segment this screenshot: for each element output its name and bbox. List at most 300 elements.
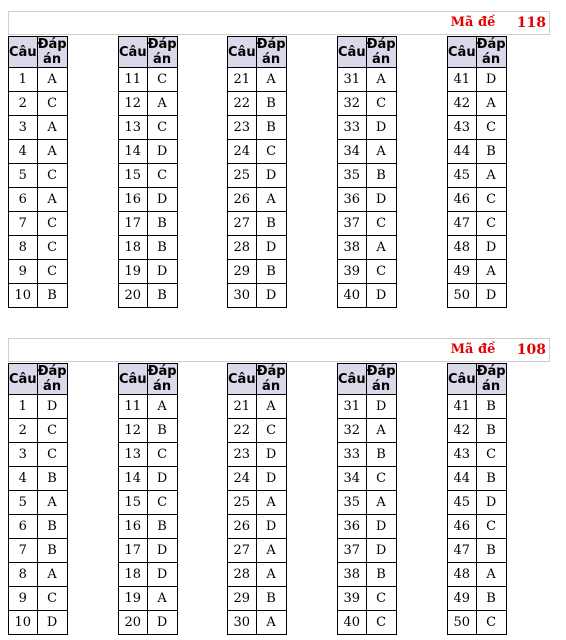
question-number: 10 bbox=[9, 611, 38, 635]
answer-letter: B bbox=[256, 92, 286, 116]
question-number: 31 bbox=[338, 395, 367, 419]
question-number: 41 bbox=[448, 68, 477, 92]
column-header-question: Câu bbox=[448, 364, 477, 395]
question-number: 28 bbox=[228, 563, 257, 587]
answer-row bbox=[119, 491, 178, 515]
answer-letter: C bbox=[476, 116, 506, 140]
answer-row bbox=[228, 491, 287, 515]
answer-letter: B bbox=[476, 587, 506, 611]
question-number: 40 bbox=[338, 611, 367, 635]
question-number: 37 bbox=[338, 539, 367, 563]
answer-block-5 bbox=[447, 36, 507, 308]
question-number: 33 bbox=[338, 116, 367, 140]
answer-row bbox=[119, 164, 178, 188]
question-number: 21 bbox=[228, 395, 257, 419]
answer-letter: C bbox=[37, 164, 67, 188]
answer-row bbox=[228, 92, 287, 116]
answer-letter: C bbox=[366, 260, 396, 284]
answer-letter: A bbox=[256, 188, 286, 212]
answer-row bbox=[9, 92, 68, 116]
answer-row bbox=[228, 395, 287, 419]
answer-letter: D bbox=[366, 284, 396, 308]
answer-letter: C bbox=[256, 140, 286, 164]
answer-letter: A bbox=[256, 611, 286, 635]
answer-letter: B bbox=[37, 539, 67, 563]
answer-row bbox=[119, 284, 178, 308]
answer-row bbox=[338, 515, 397, 539]
question-number: 50 bbox=[448, 611, 477, 635]
answer-row bbox=[9, 284, 68, 308]
answer-letter: D bbox=[366, 515, 396, 539]
column-header-answer: Đáp án bbox=[256, 364, 286, 394]
answer-row bbox=[338, 443, 397, 467]
question-number: 34 bbox=[338, 140, 367, 164]
answer-row bbox=[448, 515, 507, 539]
answer-row bbox=[448, 611, 507, 635]
answer-letter: B bbox=[37, 284, 67, 308]
answer-letter: C bbox=[37, 212, 67, 236]
question-number: 2 bbox=[9, 92, 38, 116]
question-number: 46 bbox=[448, 188, 477, 212]
answer-row bbox=[9, 563, 68, 587]
question-number: 36 bbox=[338, 515, 367, 539]
answer-row bbox=[9, 164, 68, 188]
answer-row bbox=[448, 491, 507, 515]
column-header-question: Câu bbox=[9, 364, 38, 395]
answer-letter: A bbox=[37, 68, 67, 92]
question-number: 36 bbox=[338, 188, 367, 212]
answer-letter: C bbox=[147, 443, 177, 467]
answer-row bbox=[338, 116, 397, 140]
answer-row bbox=[448, 284, 507, 308]
question-number: 3 bbox=[9, 116, 38, 140]
answer-row bbox=[119, 563, 178, 587]
question-number: 39 bbox=[338, 587, 367, 611]
question-number: 35 bbox=[338, 491, 367, 515]
answer-block-3 bbox=[227, 36, 287, 308]
answer-letter: B bbox=[366, 563, 396, 587]
column-header-question: Câu bbox=[119, 37, 148, 68]
answer-row bbox=[338, 491, 397, 515]
question-number: 11 bbox=[119, 68, 148, 92]
answer-row bbox=[9, 395, 68, 419]
answer-letter: D bbox=[366, 188, 396, 212]
answer-letter: B bbox=[147, 212, 177, 236]
question-number: 5 bbox=[9, 164, 38, 188]
answer-letter: C bbox=[476, 611, 506, 635]
answer-row bbox=[119, 467, 178, 491]
question-number: 17 bbox=[119, 212, 148, 236]
answer-row bbox=[448, 419, 507, 443]
question-number: 37 bbox=[338, 212, 367, 236]
answer-row bbox=[9, 515, 68, 539]
question-number: 18 bbox=[119, 563, 148, 587]
answer-letter: A bbox=[366, 68, 396, 92]
answer-row bbox=[9, 236, 68, 260]
answer-row bbox=[9, 260, 68, 284]
answer-letter: A bbox=[476, 92, 506, 116]
answer-letter: A bbox=[256, 491, 286, 515]
exam-code-value: 118 bbox=[516, 15, 546, 31]
answer-row bbox=[448, 68, 507, 92]
answer-letter: A bbox=[37, 188, 67, 212]
question-number: 30 bbox=[228, 284, 257, 308]
answer-row bbox=[228, 419, 287, 443]
answer-row bbox=[9, 212, 68, 236]
answer-letter: B bbox=[366, 443, 396, 467]
answer-letter: C bbox=[476, 188, 506, 212]
question-number: 25 bbox=[228, 491, 257, 515]
question-number: 31 bbox=[338, 68, 367, 92]
column-header-answer: Đáp án bbox=[147, 37, 177, 67]
answer-letter: C bbox=[37, 587, 67, 611]
answer-letter: B bbox=[256, 587, 286, 611]
answer-row bbox=[448, 443, 507, 467]
answer-row bbox=[119, 443, 178, 467]
answer-letter: B bbox=[366, 164, 396, 188]
answer-letter: A bbox=[476, 164, 506, 188]
answer-letter: D bbox=[366, 116, 396, 140]
answer-row bbox=[338, 68, 397, 92]
question-number: 20 bbox=[119, 611, 148, 635]
question-number: 12 bbox=[119, 92, 148, 116]
question-number: 30 bbox=[228, 611, 257, 635]
answer-row bbox=[9, 419, 68, 443]
question-number: 40 bbox=[338, 284, 367, 308]
answer-letter: A bbox=[147, 92, 177, 116]
question-number: 13 bbox=[119, 116, 148, 140]
answer-row bbox=[228, 563, 287, 587]
answer-row bbox=[448, 467, 507, 491]
answer-row bbox=[228, 212, 287, 236]
answer-row bbox=[448, 260, 507, 284]
answer-row bbox=[338, 236, 397, 260]
answer-letter: C bbox=[366, 611, 396, 635]
answer-row bbox=[338, 587, 397, 611]
question-number: 45 bbox=[448, 164, 477, 188]
question-number: 34 bbox=[338, 467, 367, 491]
answer-letter: D bbox=[256, 164, 286, 188]
question-number: 7 bbox=[9, 539, 38, 563]
column-header-question: Câu bbox=[338, 364, 367, 395]
answer-row bbox=[9, 443, 68, 467]
question-number: 26 bbox=[228, 515, 257, 539]
question-number: 28 bbox=[228, 236, 257, 260]
question-number: 48 bbox=[448, 563, 477, 587]
answer-letter: D bbox=[476, 491, 506, 515]
question-number: 19 bbox=[119, 260, 148, 284]
answer-row bbox=[228, 284, 287, 308]
answer-letter: A bbox=[256, 539, 286, 563]
answer-row bbox=[9, 140, 68, 164]
answer-letter: A bbox=[37, 140, 67, 164]
answer-letter: C bbox=[147, 116, 177, 140]
answer-letter: C bbox=[37, 92, 67, 116]
question-number: 49 bbox=[448, 587, 477, 611]
answer-letter: C bbox=[476, 443, 506, 467]
answer-row bbox=[119, 68, 178, 92]
answer-row bbox=[119, 236, 178, 260]
question-number: 19 bbox=[119, 587, 148, 611]
question-number: 50 bbox=[448, 284, 477, 308]
answer-letter: D bbox=[147, 467, 177, 491]
answer-letter: A bbox=[366, 140, 396, 164]
answer-letter: D bbox=[476, 68, 506, 92]
question-number: 45 bbox=[448, 491, 477, 515]
answer-block-2 bbox=[118, 36, 178, 308]
question-number: 44 bbox=[448, 140, 477, 164]
answer-letter: D bbox=[256, 236, 286, 260]
question-number: 27 bbox=[228, 212, 257, 236]
answer-row bbox=[119, 260, 178, 284]
column-header-question: Câu bbox=[338, 37, 367, 68]
question-number: 46 bbox=[448, 515, 477, 539]
question-number: 3 bbox=[9, 443, 38, 467]
question-number: 13 bbox=[119, 443, 148, 467]
answer-letter: B bbox=[147, 419, 177, 443]
question-number: 27 bbox=[228, 539, 257, 563]
question-number: 23 bbox=[228, 116, 257, 140]
question-number: 1 bbox=[9, 395, 38, 419]
question-number: 48 bbox=[448, 236, 477, 260]
column-header-answer: Đáp án bbox=[37, 37, 67, 67]
question-number: 33 bbox=[338, 443, 367, 467]
answer-row bbox=[9, 116, 68, 140]
question-number: 42 bbox=[448, 92, 477, 116]
answer-block-4 bbox=[337, 363, 397, 635]
question-number: 38 bbox=[338, 563, 367, 587]
answer-row bbox=[338, 284, 397, 308]
answer-row bbox=[9, 467, 68, 491]
question-number: 32 bbox=[338, 92, 367, 116]
answer-row bbox=[448, 395, 507, 419]
answer-row bbox=[228, 68, 287, 92]
answer-row bbox=[338, 539, 397, 563]
answer-row bbox=[9, 539, 68, 563]
answer-row bbox=[448, 236, 507, 260]
answer-row bbox=[9, 587, 68, 611]
question-number: 16 bbox=[119, 515, 148, 539]
answer-row bbox=[448, 212, 507, 236]
question-number: 9 bbox=[9, 587, 38, 611]
column-header-answer: Đáp án bbox=[256, 37, 286, 67]
answer-row bbox=[338, 212, 397, 236]
answer-row bbox=[338, 563, 397, 587]
question-number: 4 bbox=[9, 140, 38, 164]
answer-letter: C bbox=[476, 212, 506, 236]
question-number: 39 bbox=[338, 260, 367, 284]
answer-letter: B bbox=[256, 116, 286, 140]
column-header-answer: Đáp án bbox=[37, 364, 67, 394]
answer-letter: A bbox=[256, 68, 286, 92]
answer-letter: B bbox=[147, 284, 177, 308]
column-header-question: Câu bbox=[119, 364, 148, 395]
answer-row bbox=[228, 611, 287, 635]
question-number: 16 bbox=[119, 188, 148, 212]
answer-row bbox=[228, 236, 287, 260]
answer-letter: D bbox=[147, 260, 177, 284]
question-number: 14 bbox=[119, 467, 148, 491]
question-number: 6 bbox=[9, 515, 38, 539]
question-number: 22 bbox=[228, 419, 257, 443]
answer-block-5 bbox=[447, 363, 507, 635]
answer-row bbox=[448, 563, 507, 587]
question-number: 25 bbox=[228, 164, 257, 188]
question-number: 22 bbox=[228, 92, 257, 116]
answer-letter: D bbox=[366, 539, 396, 563]
answer-row bbox=[119, 188, 178, 212]
answer-letter: B bbox=[147, 236, 177, 260]
answer-letter: B bbox=[256, 212, 286, 236]
answer-row bbox=[119, 419, 178, 443]
question-number: 9 bbox=[9, 260, 38, 284]
question-number: 10 bbox=[9, 284, 38, 308]
column-header-answer: Đáp án bbox=[476, 364, 506, 394]
answer-row bbox=[338, 395, 397, 419]
answer-block-4 bbox=[337, 36, 397, 308]
answer-row bbox=[119, 395, 178, 419]
answer-letter: D bbox=[256, 443, 286, 467]
question-number: 32 bbox=[338, 419, 367, 443]
answer-letter: A bbox=[366, 491, 396, 515]
answer-letter: A bbox=[147, 587, 177, 611]
exam-code-value: 108 bbox=[516, 342, 546, 358]
answer-row bbox=[338, 164, 397, 188]
answer-letter: B bbox=[37, 515, 67, 539]
answer-letter: D bbox=[147, 563, 177, 587]
answer-letter: A bbox=[366, 419, 396, 443]
answer-letter: D bbox=[256, 284, 286, 308]
answer-letter: C bbox=[37, 260, 67, 284]
column-header-answer: Đáp án bbox=[147, 364, 177, 394]
answer-row bbox=[338, 611, 397, 635]
answer-row bbox=[228, 188, 287, 212]
answer-row bbox=[228, 260, 287, 284]
answer-row bbox=[448, 116, 507, 140]
answer-letter: C bbox=[476, 515, 506, 539]
answer-letter: B bbox=[256, 260, 286, 284]
question-number: 8 bbox=[9, 563, 38, 587]
answer-letter: D bbox=[476, 236, 506, 260]
answer-letter: B bbox=[476, 467, 506, 491]
question-number: 17 bbox=[119, 539, 148, 563]
question-number: 8 bbox=[9, 236, 38, 260]
question-number: 29 bbox=[228, 587, 257, 611]
answer-row bbox=[448, 140, 507, 164]
answer-letter: B bbox=[476, 539, 506, 563]
column-header-question: Câu bbox=[228, 37, 257, 68]
answer-letter: C bbox=[147, 164, 177, 188]
answer-row bbox=[228, 443, 287, 467]
column-header-question: Câu bbox=[228, 364, 257, 395]
answer-letter: C bbox=[366, 212, 396, 236]
answer-row bbox=[9, 491, 68, 515]
answer-row bbox=[228, 116, 287, 140]
question-number: 15 bbox=[119, 164, 148, 188]
answer-block-1 bbox=[8, 363, 68, 635]
question-number: 14 bbox=[119, 140, 148, 164]
answer-row bbox=[119, 587, 178, 611]
answer-letter: A bbox=[256, 563, 286, 587]
answer-letter: D bbox=[147, 188, 177, 212]
answer-letter: B bbox=[476, 419, 506, 443]
answer-letter: C bbox=[256, 419, 286, 443]
question-number: 43 bbox=[448, 116, 477, 140]
question-number: 43 bbox=[448, 443, 477, 467]
question-number: 11 bbox=[119, 395, 148, 419]
answer-row bbox=[448, 92, 507, 116]
question-number: 12 bbox=[119, 419, 148, 443]
answer-block-3 bbox=[227, 363, 287, 635]
question-number: 35 bbox=[338, 164, 367, 188]
answer-row bbox=[228, 587, 287, 611]
answer-letter: C bbox=[37, 443, 67, 467]
answer-row bbox=[448, 164, 507, 188]
question-number: 38 bbox=[338, 236, 367, 260]
answer-letter: A bbox=[37, 491, 67, 515]
question-number: 6 bbox=[9, 188, 38, 212]
answer-letter: C bbox=[366, 587, 396, 611]
column-header-answer: Đáp án bbox=[366, 364, 396, 394]
answer-letter: A bbox=[256, 395, 286, 419]
answer-row bbox=[338, 419, 397, 443]
answer-row bbox=[228, 539, 287, 563]
answer-letter: B bbox=[37, 467, 67, 491]
answer-row bbox=[119, 140, 178, 164]
answer-letter: D bbox=[37, 395, 67, 419]
question-number: 20 bbox=[119, 284, 148, 308]
question-number: 26 bbox=[228, 188, 257, 212]
answer-letter: D bbox=[256, 467, 286, 491]
question-number: 5 bbox=[9, 491, 38, 515]
answer-row bbox=[119, 212, 178, 236]
question-number: 47 bbox=[448, 539, 477, 563]
question-number: 47 bbox=[448, 212, 477, 236]
answer-row bbox=[338, 92, 397, 116]
column-header-answer: Đáp án bbox=[476, 37, 506, 67]
answer-letter: C bbox=[37, 419, 67, 443]
answer-letter: C bbox=[147, 68, 177, 92]
answer-letter: B bbox=[476, 140, 506, 164]
question-number: 2 bbox=[9, 419, 38, 443]
answer-letter: C bbox=[147, 491, 177, 515]
answer-letter: C bbox=[366, 467, 396, 491]
answer-letter: D bbox=[147, 140, 177, 164]
question-number: 18 bbox=[119, 236, 148, 260]
answer-letter: A bbox=[147, 395, 177, 419]
answer-row bbox=[448, 587, 507, 611]
answer-row bbox=[9, 611, 68, 635]
question-number: 24 bbox=[228, 467, 257, 491]
answer-row bbox=[228, 467, 287, 491]
answer-block-1 bbox=[8, 36, 68, 308]
answer-row bbox=[338, 188, 397, 212]
question-number: 4 bbox=[9, 467, 38, 491]
exam-code-label: Mã đề bbox=[450, 342, 496, 357]
answer-letter: B bbox=[476, 395, 506, 419]
answer-letter: A bbox=[476, 563, 506, 587]
answer-row bbox=[448, 188, 507, 212]
answer-row bbox=[119, 92, 178, 116]
question-number: 49 bbox=[448, 260, 477, 284]
answer-row bbox=[448, 539, 507, 563]
answer-row bbox=[119, 515, 178, 539]
question-number: 41 bbox=[448, 395, 477, 419]
answer-letter: D bbox=[37, 611, 67, 635]
column-header-answer: Đáp án bbox=[366, 37, 396, 67]
question-number: 42 bbox=[448, 419, 477, 443]
answer-letter: A bbox=[476, 260, 506, 284]
